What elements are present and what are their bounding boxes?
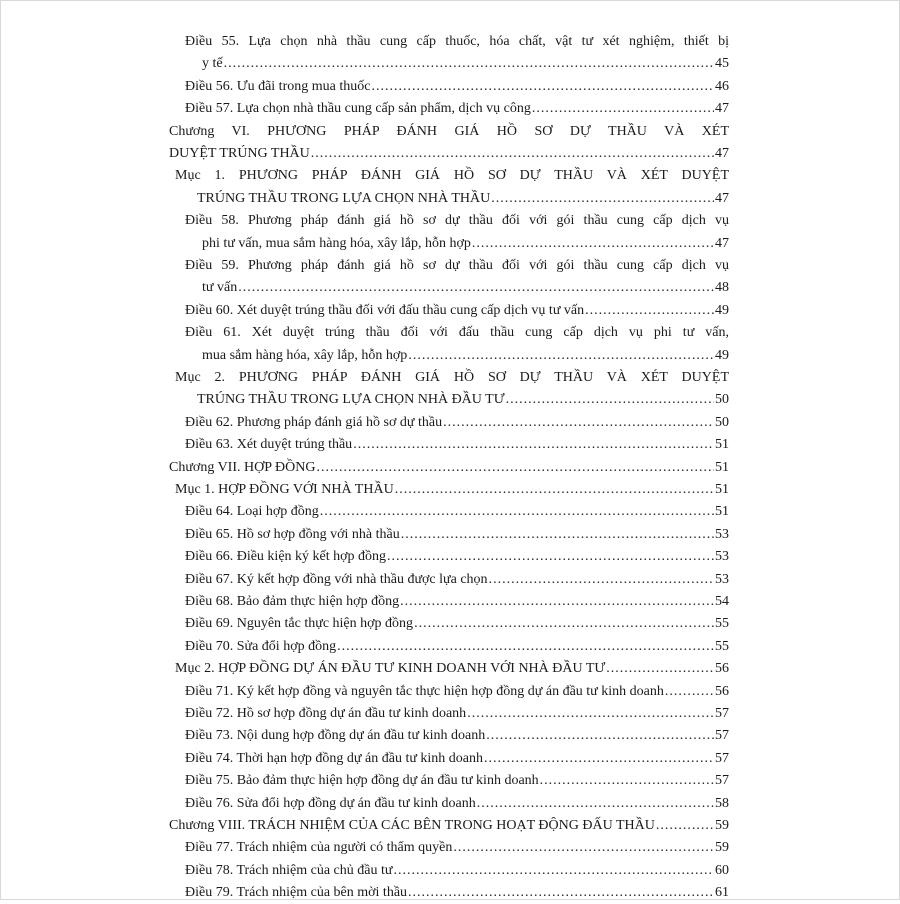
toc-entry-text: Điều 69. Nguyên tắc thực hiện hợp đồng bbox=[185, 616, 414, 632]
toc-entry-text: Điều 63. Xét duyệt trúng thầu bbox=[185, 437, 353, 453]
toc-entry-text: Mục 2. PHƯƠNG PHÁP ĐÁNH GIÁ HỒ SƠ DỰ THẦU VÀ XÉT DUYỆT bbox=[175, 370, 729, 385]
toc-entry-text: Điều 56. Ưu đãi trong mua thuốc bbox=[185, 78, 371, 94]
toc-page-number: 53 bbox=[715, 526, 729, 542]
toc-page-number: 53 bbox=[715, 549, 729, 565]
dot-leader bbox=[656, 815, 714, 837]
dot-leader bbox=[401, 524, 714, 546]
toc-entry-text: Điều 60. Xét duyệt trúng thầu đối với đấu thầu cung cấp dịch vụ tư vấn bbox=[185, 302, 585, 318]
toc-page-number: 47 bbox=[715, 146, 729, 161]
dot-leader bbox=[408, 345, 714, 367]
dot-leader bbox=[408, 882, 714, 904]
toc-page-number: 51 bbox=[715, 459, 729, 475]
dot-leader bbox=[453, 837, 714, 859]
dot-leader bbox=[393, 860, 714, 882]
toc-page-number: 46 bbox=[715, 78, 729, 94]
dot-leader bbox=[395, 479, 714, 501]
toc-entry-text: Điều 71. Ký kết hợp đồng và nguyên tắc thực hiện hợp đồng dự án đầu tư kinh doanh bbox=[185, 683, 664, 699]
toc-page-number: 51 bbox=[715, 504, 729, 520]
toc-page-number: 55 bbox=[715, 616, 729, 632]
toc-entry-text: Điều 67. Ký kết hợp đồng với nhà thầu được lựa chọn bbox=[185, 571, 488, 587]
toc-page-number: 53 bbox=[715, 571, 729, 587]
toc-page-number: 54 bbox=[715, 594, 729, 609]
dot-leader bbox=[477, 793, 714, 815]
dot-leader bbox=[665, 681, 714, 703]
toc-page-number: 56 bbox=[715, 683, 729, 699]
toc-entry-text: Điều 79. Trách nhiệm của bên mời thầu bbox=[185, 885, 408, 901]
dot-leader bbox=[387, 546, 714, 568]
toc-entry-text: Điều 76. Sửa đổi hợp đồng dự án đầu tư kinh doanh bbox=[185, 795, 476, 811]
toc-page-number: 50 bbox=[715, 414, 729, 430]
toc-page-number: 59 bbox=[715, 840, 729, 856]
dot-leader bbox=[371, 76, 714, 98]
dot-leader bbox=[486, 725, 714, 747]
toc-entry-text: Điều 73. Nội dung hợp đồng dự án đầu tư kinh doanh bbox=[185, 728, 486, 744]
toc-entry-text: Điều 58. Phương pháp đánh giá hồ sơ dự thầu đối với gói thầu cung cấp dịch vụ bbox=[185, 213, 729, 229]
dot-leader bbox=[311, 143, 714, 165]
dot-leader bbox=[472, 233, 714, 255]
dot-leader bbox=[320, 501, 714, 523]
toc-entry-text: Điều 72. Hồ sơ hợp đồng dự án đầu tư kinh doanh bbox=[185, 706, 467, 721]
toc-page-number: 58 bbox=[715, 795, 729, 811]
toc-entry-text: tư vấn bbox=[202, 280, 238, 296]
toc-page-number: 61 bbox=[715, 885, 729, 901]
toc-entry-text: Chương VII. HỢP ĐỒNG bbox=[169, 459, 316, 475]
toc-page-number: 55 bbox=[715, 638, 729, 654]
toc-page-number: 50 bbox=[715, 392, 729, 408]
dot-leader bbox=[414, 613, 714, 635]
toc-page-number: 57 bbox=[715, 750, 729, 766]
toc-entry-text: Điều 57. Lựa chọn nhà thầu cung cấp sản phẩm, dịch vụ công bbox=[185, 101, 531, 117]
dot-leader bbox=[443, 412, 714, 434]
toc-entry-text: Điều 78. Trách nhiệm của chủ đầu tư bbox=[185, 862, 393, 878]
dot-leader bbox=[238, 277, 714, 299]
toc-page-number: 56 bbox=[715, 661, 729, 677]
dot-leader bbox=[484, 748, 714, 770]
toc-page-number: 45 bbox=[715, 56, 729, 72]
dot-leader bbox=[224, 53, 714, 75]
toc-page-number: 47 bbox=[715, 101, 729, 117]
dot-leader bbox=[585, 300, 714, 322]
toc-entry-text: Chương VI. PHƯƠNG PHÁP ĐÁNH GIÁ HỒ SƠ DỰ THẦU VÀ XÉT bbox=[169, 123, 729, 139]
dot-leader bbox=[337, 636, 714, 658]
toc-page-number: 57 bbox=[715, 706, 729, 721]
toc-page-number: 47 bbox=[715, 190, 729, 206]
toc-entry-text: Mục 1. PHƯƠNG PHÁP ĐÁNH GIÁ HỒ SƠ DỰ THẦU VÀ XÉT DUYỆT bbox=[175, 168, 729, 184]
toc-entry-text: Mục 1. HỢP ĐỒNG VỚI NHÀ THẦU bbox=[175, 482, 394, 497]
toc-page-number: 57 bbox=[715, 773, 729, 789]
toc-page-number: 57 bbox=[715, 728, 729, 744]
toc-page-number: 51 bbox=[715, 482, 729, 497]
dot-leader bbox=[316, 457, 714, 479]
dot-leader bbox=[353, 434, 714, 456]
toc-entry-text: Điều 62. Phương pháp đánh giá hồ sơ dự thầu bbox=[185, 414, 443, 430]
dot-leader bbox=[506, 389, 714, 411]
toc-page-number: 51 bbox=[715, 437, 729, 453]
toc-page-number: 47 bbox=[715, 235, 729, 251]
toc-entry-text: Điều 68. Bảo đảm thực hiện hợp đồng bbox=[185, 594, 400, 609]
toc-entry-text: TRÚNG THẦU TRONG LỰA CHỌN NHÀ ĐẦU TƯ bbox=[197, 392, 505, 408]
dot-leader bbox=[467, 703, 714, 725]
toc-entry-text: Điều 66. Điều kiện ký kết hợp đồng bbox=[185, 549, 387, 565]
dot-leader bbox=[606, 658, 714, 680]
toc-entry-text: Mục 2. HỢP ĐỒNG DỰ ÁN ĐẦU TƯ KINH DOANH VỚI NHÀ ĐẦU TƯ bbox=[175, 661, 606, 677]
dot-leader bbox=[400, 591, 714, 613]
dot-leader bbox=[491, 188, 714, 210]
dot-leader bbox=[540, 770, 714, 792]
toc-entry-text: phi tư vấn, mua sắm hàng hóa, xây lắp, hỗn hợp bbox=[202, 235, 471, 251]
toc-entry-text: mua sắm hàng hóa, xây lắp, hỗn hợp bbox=[202, 347, 408, 363]
toc-page-number: 49 bbox=[715, 302, 729, 318]
toc-entry-text: Điều 70. Sửa đổi hợp đồng bbox=[185, 638, 337, 654]
toc-entry-text: Điều 65. Hồ sơ hợp đồng với nhà thầu bbox=[185, 526, 400, 542]
toc-page-number: 48 bbox=[715, 280, 729, 296]
toc-entry-text: Điều 74. Thời hạn hợp đồng dự án đầu tư kinh doanh bbox=[185, 750, 484, 766]
toc-page-number: 59 bbox=[715, 818, 729, 833]
dot-leader bbox=[489, 569, 714, 591]
toc-entry-text: TRÚNG THẦU TRONG LỰA CHỌN NHÀ THẦU bbox=[197, 190, 491, 206]
toc-entry-text: Điều 61. Xét duyệt trúng thầu đối với đấu thầu cung cấp dịch vụ phi tư vấn, bbox=[185, 325, 729, 341]
toc-entry-text: Chương VIII. TRÁCH NHIỆM CỦA CÁC BÊN TRONG HOẠT ĐỘNG ĐẤU THẦU bbox=[169, 818, 655, 833]
toc-page-number: 60 bbox=[715, 862, 729, 878]
toc-entry-text: DUYỆT TRÚNG THẦU bbox=[169, 146, 310, 161]
toc-entry-text: Điều 77. Trách nhiệm của người có thẩm quyền bbox=[185, 840, 453, 856]
toc-entry-text: Điều 59. Phương pháp đánh giá hồ sơ dự thầu đối với gói thầu cung cấp dịch vụ bbox=[185, 258, 729, 273]
toc-entry-text: y tế bbox=[202, 56, 223, 72]
toc-entry-text: Điều 64. Loại hợp đồng bbox=[185, 504, 319, 520]
toc-entry-text: Điều 55. Lựa chọn nhà thầu cung cấp thuốc, hóa chất, vật tư xét nghiệm, thiết bị bbox=[185, 34, 729, 49]
toc-entry-text: Điều 75. Bảo đảm thực hiện hợp đồng dự án đầu tư kinh doanh bbox=[185, 773, 539, 789]
dot-leader bbox=[532, 98, 714, 120]
toc-page-number: 49 bbox=[715, 347, 729, 363]
